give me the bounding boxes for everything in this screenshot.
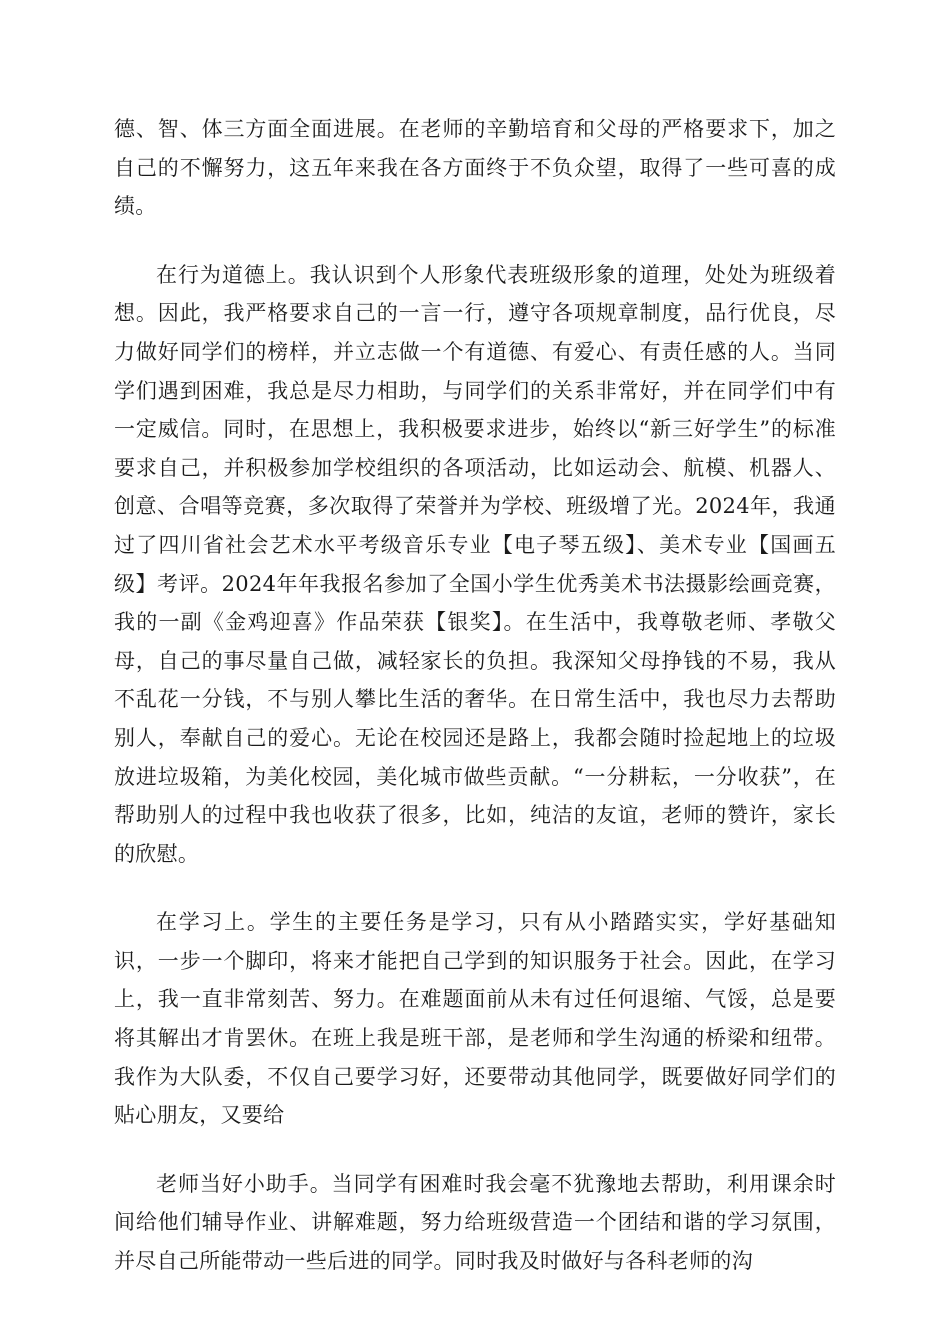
paragraph-moral-conduct: 在行为道德上。我认识到个人形象代表班级形象的道理，处处为班级着想。因此，我严格要求自己的一言一行，遵守各项规章制度，品行优良，尽力做好同学们的榜样，并立志做一个有道德、有爱心、有责任感的人。当同学们遇到困难，我总是尽力相助，与同学们的关系非常好，并在同学们中有一定威信。同时，在思想上，我积极要求进步，始终以“新三好学生”的标准要求自己，并积极参加学校组织的各项活动，比如运动会、航模、机器人、创意、合唱等竞赛，多次取得了荣誉并为学校、班级增了光。2024年，我通过了四川省社会艺术水平考级音乐专业【电子琴五级】、美术专业【国画五级】考评。2024年年我报名参加了全国小学生优秀美术书法摄影绘画竞赛，我的一副《金鸡迎喜》作品荣获【银奖】。在生活中，我尊敬老师、孝敬父母，自己的事尽量自己做，减轻家长的负担。我深知父母挣钱的不易，我从不乱花一分钱，不与别人攀比生活的奢华。在日常生活中，我也尽力去帮助别人，奉献自己的爱心。无论在校园还是路上，我都会随时捡起地上的垃圾放进垃圾箱，为美化校园，美化城市做些贡献。“一分耕耘，一分收获”，在帮助别人的过程中我也收获了很多，比如，纯洁的友谊，老师的赞许，家长的欣慰。 bbox=[114, 262, 836, 866]
document-body bbox=[114, 110, 836, 1281]
paragraph-continuation: 德、智、体三方面全面进展。在老师的辛勤培育和父母的严格要求下，加之自己的不懈努力，这五年来我在各方面终于不负众望，取得了一些可喜的成绩。 bbox=[114, 117, 836, 219]
paragraph-study: 在学习上。学生的主要任务是学习，只有从小踏踏实实，学好基础知识，一步一个脚印，将来才能把自己学到的知识服务于社会。因此，在学习上，我一直非常刻苦、努力。在难题面前从未有过任何退缩、气馁，总是要将其解出才肯罢休。在班上我是班干部，是老师和学生沟通的桥梁和纽带。我作为大队委，不仅自己要学习好，还要带动其他同学，既要做好同学们的贴心朋友，又要给 bbox=[114, 910, 836, 1128]
paragraph-teacher-helper: 老师当好小助手。当同学有困难时我会毫不犹豫地去帮助，利用课余时间给他们辅导作业、讲解难题，努力给班级营造一个团结和谐的学习氛围，并尽自己所能带动一些后进的同学。同时我及时做好与各科老师的沟 bbox=[114, 1171, 836, 1274]
